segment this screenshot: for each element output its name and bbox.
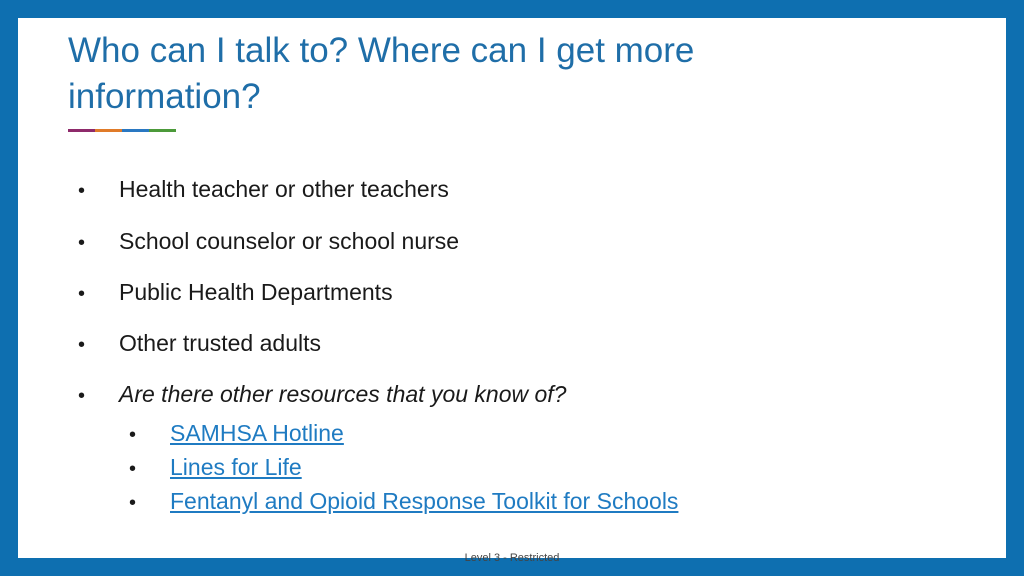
list-item-text: School counselor or school nurse [119, 228, 460, 254]
list-item [78, 330, 321, 357]
list-item-text: Other trusted adults [119, 330, 321, 356]
bullet-icon: • [129, 458, 137, 480]
list-item-text: Health teacher or other teachers [119, 176, 449, 202]
sub-list-item [129, 488, 678, 515]
list-item [78, 176, 449, 203]
bullet-icon: • [78, 385, 86, 407]
title-accent-line [68, 129, 176, 132]
list-item [78, 279, 393, 306]
samhsa-hotline-link[interactable]: SAMHSA Hotline [170, 420, 344, 446]
list-item-text: Are there other resources that you know of? [119, 381, 567, 407]
bullet-icon: • [129, 424, 137, 446]
fentanyl-toolkit-link[interactable]: Fentanyl and Opioid Response Toolkit for Schools [170, 488, 679, 514]
accent-segment-purple [68, 129, 95, 132]
sub-list-item [129, 454, 302, 481]
lines-for-life-link[interactable]: Lines for Life [170, 454, 302, 480]
list-item [78, 381, 566, 408]
list-item-text: Public Health Departments [119, 279, 393, 305]
slide-title: Who can I talk to? Where can I get more information? [68, 31, 695, 116]
classification-footer: Level 3 - Restricted [464, 552, 560, 564]
list-item [78, 228, 459, 255]
accent-segment-blue [122, 129, 149, 132]
bullet-icon: • [78, 180, 86, 202]
sub-list-item [129, 420, 344, 447]
bullet-icon: • [78, 232, 86, 254]
accent-segment-green [149, 129, 176, 132]
slide-canvas [18, 18, 1006, 564]
accent-segment-orange [95, 129, 122, 132]
bullet-icon: • [129, 492, 137, 514]
bullet-icon: • [78, 283, 86, 305]
bullet-icon: • [78, 334, 86, 356]
